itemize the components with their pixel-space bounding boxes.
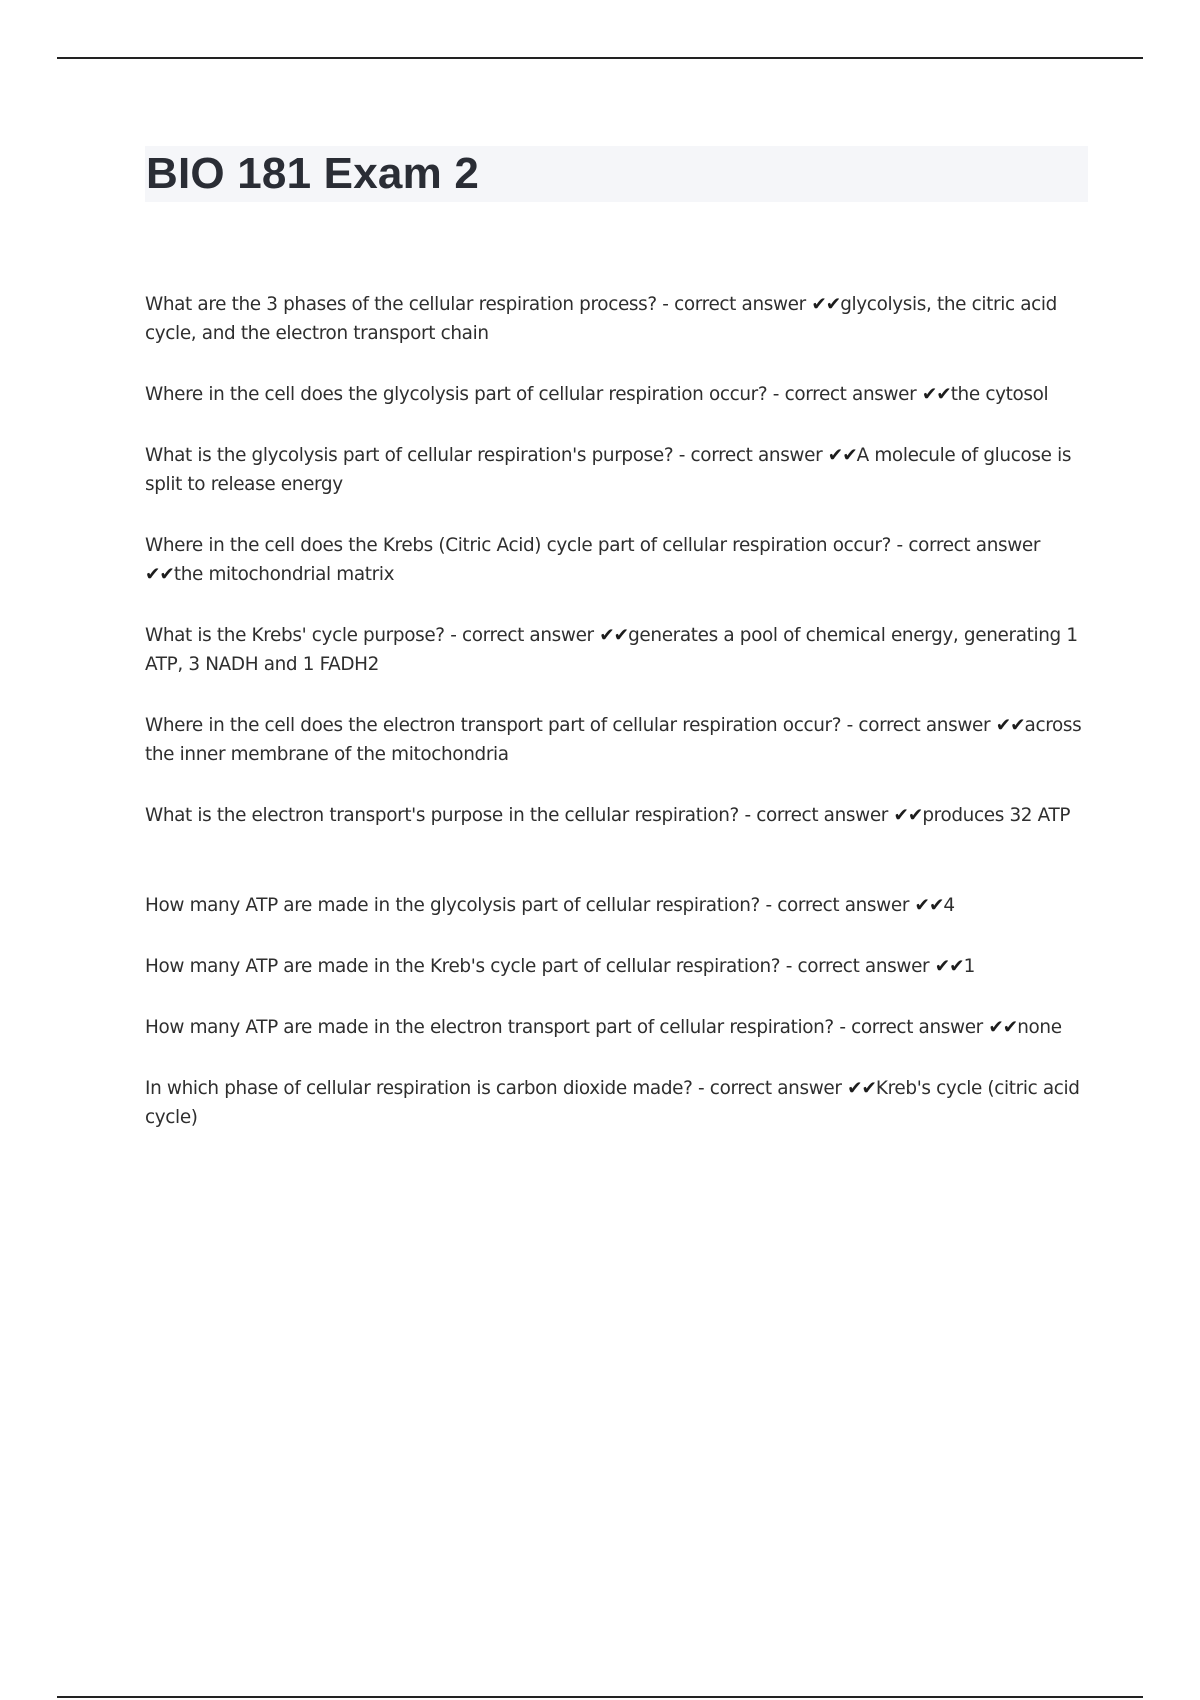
question-text: Where in the cell does the Krebs (Citric Acid) cycle part of cellular respiration occur? [145, 535, 892, 556]
answer-separator: - correct answer [656, 294, 812, 315]
top-divider [57, 57, 1143, 59]
double-check-icon: ✔✔ [599, 625, 629, 646]
answer-text: 1 [963, 956, 975, 977]
question-text: How many ATP are made in the Kreb's cycle part of cellular respiration? [145, 956, 781, 977]
question-text: What is the glycolysis part of cellular respiration's purpose? [145, 445, 674, 466]
qa-list [145, 290, 1090, 1132]
document-title: BIO 181 Exam 2 [146, 149, 479, 198]
qa-item-3 [145, 441, 1090, 499]
qa-item-6 [145, 711, 1090, 769]
qa-item-5 [145, 621, 1090, 679]
question-text: In which phase of cellular respiration is carbon dioxide made? [145, 1078, 693, 1099]
double-check-icon: ✔✔ [811, 294, 841, 315]
answer-separator: - correct answer [692, 1078, 848, 1099]
question-text: How many ATP are made in the electron transport part of cellular respiration? [145, 1017, 834, 1038]
qa-item-10 [145, 1013, 1090, 1042]
answer-separator: - correct answer [444, 625, 600, 646]
qa-item-2 [145, 380, 1090, 409]
answer-text: the cytosol [950, 384, 1049, 405]
double-check-icon: ✔✔ [921, 384, 951, 405]
answer-separator: - correct answer [780, 956, 935, 977]
answer-text: produces 32 ATP [922, 805, 1071, 826]
question-text: What is the Krebs' cycle purpose? [145, 625, 445, 646]
double-check-icon: ✔✔ [827, 445, 857, 466]
bottom-divider [57, 1696, 1143, 1698]
qa-item-11 [145, 1074, 1090, 1132]
question-text: Where in the cell does the glycolysis part of cellular respiration occur? [145, 384, 768, 405]
question-text: What is the electron transport's purpose in the cellular respiration? [145, 805, 739, 826]
answer-text: Kreb's cycle (citric acid cycle) [145, 1078, 1080, 1128]
double-check-icon: ✔✔ [988, 1017, 1018, 1038]
answer-text: A molecule of glucose is split to release energy [145, 445, 1072, 495]
question-text: How many ATP are made in the glycolysis part of cellular respiration? [145, 895, 760, 916]
answer-text: glycolysis, the citric acid cycle, and the electron transport chain [145, 294, 1057, 344]
qa-item-8 [145, 891, 1090, 920]
double-check-icon: ✔✔ [914, 895, 944, 916]
qa-item-1 [145, 290, 1090, 348]
double-check-icon: ✔✔ [934, 956, 964, 977]
answer-separator: - correct answer [833, 1017, 989, 1038]
answer-separator: - correct answer [891, 535, 1041, 556]
qa-item-7 [145, 801, 1090, 859]
double-check-icon: ✔✔ [893, 805, 923, 826]
answer-text: 4 [943, 895, 955, 916]
answer-separator: - correct answer [759, 895, 915, 916]
question-text: What are the 3 phases of the cellular respiration process? [145, 294, 657, 315]
answer-separator: - correct answer [767, 384, 922, 405]
question-text: Where in the cell does the electron transport part of cellular respiration occur? [145, 715, 842, 736]
answer-text: none [1017, 1017, 1062, 1038]
answer-text: across the inner membrane of the mitochondria [145, 715, 1082, 765]
double-check-icon: ✔✔ [145, 564, 174, 585]
answer-separator: - correct answer [738, 805, 894, 826]
answer-separator: - correct answer [841, 715, 996, 736]
qa-item-9 [145, 952, 1090, 981]
double-check-icon: ✔✔ [995, 715, 1025, 736]
answer-text: generates a pool of chemical energy, generating 1 ATP, 3 NADH and 1 FADH2 [145, 625, 1078, 675]
double-check-icon: ✔✔ [847, 1078, 876, 1099]
answer-separator: - correct answer [673, 445, 828, 466]
qa-item-4 [145, 531, 1090, 589]
answer-text: the mitochondrial matrix [173, 564, 395, 585]
